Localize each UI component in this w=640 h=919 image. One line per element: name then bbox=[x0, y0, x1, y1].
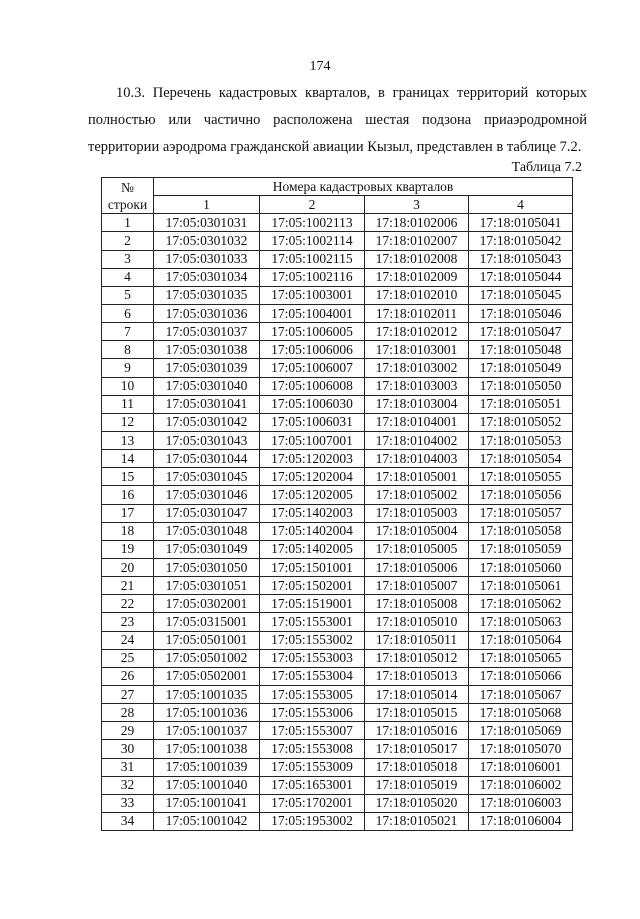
cadastral-number-cell: 17:05:0301036 bbox=[154, 304, 260, 322]
row-number-cell: 14 bbox=[102, 450, 154, 468]
cadastral-number-cell: 17:05:1402005 bbox=[260, 540, 365, 558]
cadastral-number-cell: 17:05:0501002 bbox=[154, 649, 260, 667]
cadastral-number-cell: 17:05:0502001 bbox=[154, 667, 260, 685]
row-number-header-line1: № bbox=[121, 179, 134, 195]
row-number-cell: 29 bbox=[102, 722, 154, 740]
cadastral-number-cell: 17:18:0102012 bbox=[365, 323, 469, 341]
cadastral-number-cell: 17:05:0301050 bbox=[154, 558, 260, 576]
cadastral-number-cell: 17:18:0105042 bbox=[469, 232, 573, 250]
row-number-cell: 12 bbox=[102, 413, 154, 431]
cadastral-number-cell: 17:18:0103003 bbox=[365, 377, 469, 395]
row-number-cell: 27 bbox=[102, 685, 154, 703]
cadastral-number-cell: 17:18:0105070 bbox=[469, 740, 573, 758]
cadastral-number-cell: 17:05:1001037 bbox=[154, 722, 260, 740]
cadastral-number-cell: 17:05:1001040 bbox=[154, 776, 260, 794]
row-number-cell: 25 bbox=[102, 649, 154, 667]
column-number-4: 4 bbox=[469, 196, 573, 214]
table-row bbox=[102, 413, 573, 431]
cadastral-number-cell: 17:05:0301047 bbox=[154, 504, 260, 522]
cadastral-number-cell: 17:18:0105001 bbox=[365, 468, 469, 486]
table-row bbox=[102, 377, 573, 395]
table-row bbox=[102, 812, 573, 830]
row-number-cell: 4 bbox=[102, 268, 154, 286]
table-row bbox=[102, 522, 573, 540]
row-number-cell: 26 bbox=[102, 667, 154, 685]
cadastral-number-cell: 17:05:1553001 bbox=[260, 613, 365, 631]
cadastral-number-cell: 17:18:0105057 bbox=[469, 504, 573, 522]
cadastral-number-cell: 17:18:0105062 bbox=[469, 595, 573, 613]
cadastral-number-cell: 17:18:0106002 bbox=[469, 776, 573, 794]
cadastral-number-cell: 17:05:1953002 bbox=[260, 812, 365, 830]
row-number-cell: 5 bbox=[102, 286, 154, 304]
page-number: 174 bbox=[309, 59, 331, 74]
cadastral-number-cell: 17:18:0102008 bbox=[365, 250, 469, 268]
cadastral-number-cell: 17:18:0105043 bbox=[469, 250, 573, 268]
cadastral-number-cell: 17:05:1001041 bbox=[154, 794, 260, 812]
row-number-cell: 9 bbox=[102, 359, 154, 377]
cadastral-number-cell: 17:18:0104001 bbox=[365, 413, 469, 431]
cadastral-number-cell: 17:05:1553003 bbox=[260, 649, 365, 667]
column-number-3: 3 bbox=[365, 196, 469, 214]
cadastral-number-cell: 17:18:0105064 bbox=[469, 631, 573, 649]
table-caption: Таблица 7.2 bbox=[511, 160, 582, 175]
table-row bbox=[102, 304, 573, 322]
cadastral-number-cell: 17:05:0301045 bbox=[154, 468, 260, 486]
cadastral-number-cell: 17:18:0102006 bbox=[365, 214, 469, 232]
table-row bbox=[102, 232, 573, 250]
cadastral-number-cell: 17:18:0105056 bbox=[469, 486, 573, 504]
cadastral-number-cell: 17:05:0301032 bbox=[154, 232, 260, 250]
table-row bbox=[102, 504, 573, 522]
table-row bbox=[102, 540, 573, 558]
cadastral-number-cell: 17:18:0102007 bbox=[365, 232, 469, 250]
cadastral-number-cell: 17:05:1653001 bbox=[260, 776, 365, 794]
table-row bbox=[102, 722, 573, 740]
cadastral-number-cell: 17:18:0105006 bbox=[365, 558, 469, 576]
table-row bbox=[102, 268, 573, 286]
cadastral-number-cell: 17:18:0102011 bbox=[365, 304, 469, 322]
table-row bbox=[102, 323, 573, 341]
cadastral-number-cell: 17:05:0301040 bbox=[154, 377, 260, 395]
cadastral-number-cell: 17:18:0103001 bbox=[365, 341, 469, 359]
cadastral-number-cell: 17:05:0315001 bbox=[154, 613, 260, 631]
cadastral-number-cell: 17:05:1006006 bbox=[260, 341, 365, 359]
cadastral-number-cell: 17:05:0301041 bbox=[154, 395, 260, 413]
cadastral-number-cell: 17:18:0105008 bbox=[365, 595, 469, 613]
cadastral-number-cell: 17:05:1006008 bbox=[260, 377, 365, 395]
row-number-header-line2: строки bbox=[107, 196, 148, 212]
cadastral-number-cell: 17:05:1202003 bbox=[260, 450, 365, 468]
cadastral-table-container bbox=[101, 177, 572, 831]
cadastral-number-cell: 17:05:1003001 bbox=[260, 286, 365, 304]
row-number-cell: 33 bbox=[102, 794, 154, 812]
cadastral-number-cell: 17:18:0105018 bbox=[365, 758, 469, 776]
cadastral-number-cell: 17:05:1502001 bbox=[260, 577, 365, 595]
row-number-cell: 19 bbox=[102, 540, 154, 558]
cadastral-number-cell: 17:18:0105065 bbox=[469, 649, 573, 667]
table-row bbox=[102, 468, 573, 486]
row-number-cell: 28 bbox=[102, 704, 154, 722]
cadastral-number-cell: 17:18:0105020 bbox=[365, 794, 469, 812]
cadastral-number-cell: 17:18:0102009 bbox=[365, 268, 469, 286]
cadastral-number-cell: 17:18:0105046 bbox=[469, 304, 573, 322]
cadastral-number-cell: 17:05:1006030 bbox=[260, 395, 365, 413]
cadastral-number-cell: 17:18:0106004 bbox=[469, 812, 573, 830]
cadastral-number-cell: 17:18:0105045 bbox=[469, 286, 573, 304]
cadastral-number-cell: 17:18:0103004 bbox=[365, 395, 469, 413]
row-number-cell: 22 bbox=[102, 595, 154, 613]
intro-paragraph: 10.3. Перечень кадастровых кварталов, в границах территорий которых полностью или частично расположена шестая подзона приаэродромной территории аэродрома гражданской авиации Кызыл, представлен в таблице 7.2. bbox=[88, 85, 587, 155]
cadastral-number-cell: 17:05:0301051 bbox=[154, 577, 260, 595]
row-number-cell: 17 bbox=[102, 504, 154, 522]
table-row bbox=[102, 649, 573, 667]
cadastral-number-cell: 17:05:1001035 bbox=[154, 685, 260, 703]
cadastral-number-cell: 17:05:0301042 bbox=[154, 413, 260, 431]
row-number-header bbox=[102, 178, 154, 214]
row-number-cell: 13 bbox=[102, 431, 154, 449]
row-number-cell: 6 bbox=[102, 304, 154, 322]
cadastral-number-cell: 17:05:1002116 bbox=[260, 268, 365, 286]
cadastral-number-cell: 17:18:0106003 bbox=[469, 794, 573, 812]
cadastral-number-cell: 17:05:0301031 bbox=[154, 214, 260, 232]
table-row bbox=[102, 558, 573, 576]
cadastral-number-cell: 17:18:0105010 bbox=[365, 613, 469, 631]
table-row bbox=[102, 740, 573, 758]
row-number-cell: 31 bbox=[102, 758, 154, 776]
table-body bbox=[102, 214, 573, 831]
cadastral-number-cell: 17:05:0301046 bbox=[154, 486, 260, 504]
cadastral-number-cell: 17:05:0301049 bbox=[154, 540, 260, 558]
cadastral-number-cell: 17:05:0301043 bbox=[154, 431, 260, 449]
column-number-1: 1 bbox=[154, 196, 260, 214]
cadastral-number-cell: 17:05:1004001 bbox=[260, 304, 365, 322]
cadastral-number-cell: 17:05:0301044 bbox=[154, 450, 260, 468]
table-row bbox=[102, 395, 573, 413]
row-number-cell: 3 bbox=[102, 250, 154, 268]
cadastral-number-cell: 17:18:0105047 bbox=[469, 323, 573, 341]
table-row bbox=[102, 431, 573, 449]
row-number-cell: 7 bbox=[102, 323, 154, 341]
cadastral-number-cell: 17:18:0105016 bbox=[365, 722, 469, 740]
row-number-cell: 32 bbox=[102, 776, 154, 794]
table-row bbox=[102, 776, 573, 794]
row-number-cell: 34 bbox=[102, 812, 154, 830]
row-number-cell: 16 bbox=[102, 486, 154, 504]
table-header-row bbox=[102, 178, 573, 196]
cadastral-number-cell: 17:05:1553008 bbox=[260, 740, 365, 758]
cadastral-number-cell: 17:18:0105066 bbox=[469, 667, 573, 685]
cadastral-number-cell: 17:18:0105054 bbox=[469, 450, 573, 468]
cadastral-number-cell: 17:05:1553009 bbox=[260, 758, 365, 776]
row-number-cell: 23 bbox=[102, 613, 154, 631]
cadastral-number-cell: 17:18:0105068 bbox=[469, 704, 573, 722]
cadastral-number-cell: 17:05:1001038 bbox=[154, 740, 260, 758]
cadastral-number-cell: 17:18:0105019 bbox=[365, 776, 469, 794]
cadastral-number-cell: 17:05:1553005 bbox=[260, 685, 365, 703]
cadastral-number-cell: 17:18:0105014 bbox=[365, 685, 469, 703]
cadastral-number-cell: 17:05:0301033 bbox=[154, 250, 260, 268]
cadastral-number-cell: 17:18:0105055 bbox=[469, 468, 573, 486]
table-row bbox=[102, 286, 573, 304]
cadastral-number-cell: 17:05:1006031 bbox=[260, 413, 365, 431]
cadastral-number-cell: 17:05:1006007 bbox=[260, 359, 365, 377]
cadastral-number-cell: 17:05:1553007 bbox=[260, 722, 365, 740]
cadastral-number-cell: 17:18:0104002 bbox=[365, 431, 469, 449]
cadastral-number-cell: 17:18:0105061 bbox=[469, 577, 573, 595]
cadastral-number-cell: 17:05:1006005 bbox=[260, 323, 365, 341]
row-number-cell: 20 bbox=[102, 558, 154, 576]
cadastral-number-cell: 17:18:0105059 bbox=[469, 540, 573, 558]
cadastral-number-cell: 17:05:0301035 bbox=[154, 286, 260, 304]
table-row bbox=[102, 214, 573, 232]
table-row bbox=[102, 704, 573, 722]
cadastral-number-cell: 17:18:0104003 bbox=[365, 450, 469, 468]
cadastral-number-cell: 17:05:0302001 bbox=[154, 595, 260, 613]
table-row bbox=[102, 631, 573, 649]
cadastral-number-cell: 17:18:0105049 bbox=[469, 359, 573, 377]
cadastral-number-cell: 17:05:1553004 bbox=[260, 667, 365, 685]
row-number-cell: 1 bbox=[102, 214, 154, 232]
column-numbers-row bbox=[102, 196, 573, 214]
table-row bbox=[102, 794, 573, 812]
cadastral-number-cell: 17:18:0105052 bbox=[469, 413, 573, 431]
cadastral-number-cell: 17:05:1002113 bbox=[260, 214, 365, 232]
cadastral-number-cell: 17:18:0105004 bbox=[365, 522, 469, 540]
cadastral-number-cell: 17:05:0301048 bbox=[154, 522, 260, 540]
cadastral-number-cell: 17:18:0105050 bbox=[469, 377, 573, 395]
table-row bbox=[102, 250, 573, 268]
cadastral-number-cell: 17:05:1202005 bbox=[260, 486, 365, 504]
cadastral-number-cell: 17:18:0102010 bbox=[365, 286, 469, 304]
cadastral-number-cell: 17:18:0105067 bbox=[469, 685, 573, 703]
cadastral-number-cell: 17:05:1002115 bbox=[260, 250, 365, 268]
cadastral-number-cell: 17:18:0105044 bbox=[469, 268, 573, 286]
table-row bbox=[102, 577, 573, 595]
cadastral-number-cell: 17:05:1402004 bbox=[260, 522, 365, 540]
table-row bbox=[102, 450, 573, 468]
cadastral-number-cell: 17:18:0105021 bbox=[365, 812, 469, 830]
cadastral-number-cell: 17:05:1001036 bbox=[154, 704, 260, 722]
cadastral-number-cell: 17:18:0105017 bbox=[365, 740, 469, 758]
cadastral-number-cell: 17:18:0103002 bbox=[365, 359, 469, 377]
row-number-cell: 2 bbox=[102, 232, 154, 250]
cadastral-number-cell: 17:18:0105015 bbox=[365, 704, 469, 722]
cadastral-number-cell: 17:18:0105069 bbox=[469, 722, 573, 740]
column-number-2: 2 bbox=[260, 196, 365, 214]
cadastral-number-cell: 17:18:0105048 bbox=[469, 341, 573, 359]
cadastral-number-cell: 17:05:1202004 bbox=[260, 468, 365, 486]
cadastral-number-cell: 17:05:1553002 bbox=[260, 631, 365, 649]
cadastral-number-cell: 17:05:0501001 bbox=[154, 631, 260, 649]
cadastral-number-cell: 17:05:0301039 bbox=[154, 359, 260, 377]
cadastral-number-cell: 17:18:0105051 bbox=[469, 395, 573, 413]
table-row bbox=[102, 359, 573, 377]
cadastral-number-cell: 17:18:0105011 bbox=[365, 631, 469, 649]
cadastral-number-cell: 17:05:1402003 bbox=[260, 504, 365, 522]
cadastral-number-cell: 17:18:0105003 bbox=[365, 504, 469, 522]
cadastral-number-cell: 17:18:0106001 bbox=[469, 758, 573, 776]
table-row bbox=[102, 685, 573, 703]
row-number-cell: 18 bbox=[102, 522, 154, 540]
cadastral-number-cell: 17:18:0105005 bbox=[365, 540, 469, 558]
table-row bbox=[102, 595, 573, 613]
cadastral-number-cell: 17:05:1007001 bbox=[260, 431, 365, 449]
row-number-cell: 21 bbox=[102, 577, 154, 595]
cadastral-number-cell: 17:05:1001042 bbox=[154, 812, 260, 830]
cadastral-number-cell: 17:05:1501001 bbox=[260, 558, 365, 576]
cadastral-number-cell: 17:18:0105013 bbox=[365, 667, 469, 685]
table-row bbox=[102, 613, 573, 631]
cadastral-number-cell: 17:05:1553006 bbox=[260, 704, 365, 722]
cadastral-number-cell: 17:18:0105063 bbox=[469, 613, 573, 631]
row-number-cell: 10 bbox=[102, 377, 154, 395]
cadastral-numbers-header: Номера кадастровых кварталов bbox=[154, 178, 573, 196]
cadastral-number-cell: 17:18:0105007 bbox=[365, 577, 469, 595]
cadastral-number-cell: 17:05:0301037 bbox=[154, 323, 260, 341]
cadastral-number-cell: 17:18:0105060 bbox=[469, 558, 573, 576]
cadastral-number-cell: 17:05:1001039 bbox=[154, 758, 260, 776]
table-row bbox=[102, 667, 573, 685]
cadastral-number-cell: 17:05:0301038 bbox=[154, 341, 260, 359]
table-row bbox=[102, 486, 573, 504]
row-number-cell: 11 bbox=[102, 395, 154, 413]
cadastral-number-cell: 17:18:0105041 bbox=[469, 214, 573, 232]
cadastral-number-cell: 17:05:1519001 bbox=[260, 595, 365, 613]
cadastral-number-cell: 17:05:0301034 bbox=[154, 268, 260, 286]
cadastral-number-cell: 17:05:1002114 bbox=[260, 232, 365, 250]
table-row bbox=[102, 758, 573, 776]
cadastral-quarters-table bbox=[101, 177, 573, 831]
row-number-cell: 30 bbox=[102, 740, 154, 758]
cadastral-number-cell: 17:18:0105012 bbox=[365, 649, 469, 667]
table-row bbox=[102, 341, 573, 359]
row-number-cell: 8 bbox=[102, 341, 154, 359]
cadastral-number-cell: 17:18:0105053 bbox=[469, 431, 573, 449]
cadastral-number-cell: 17:18:0105002 bbox=[365, 486, 469, 504]
row-number-cell: 15 bbox=[102, 468, 154, 486]
row-number-cell: 24 bbox=[102, 631, 154, 649]
cadastral-number-cell: 17:18:0105058 bbox=[469, 522, 573, 540]
cadastral-number-cell: 17:05:1702001 bbox=[260, 794, 365, 812]
